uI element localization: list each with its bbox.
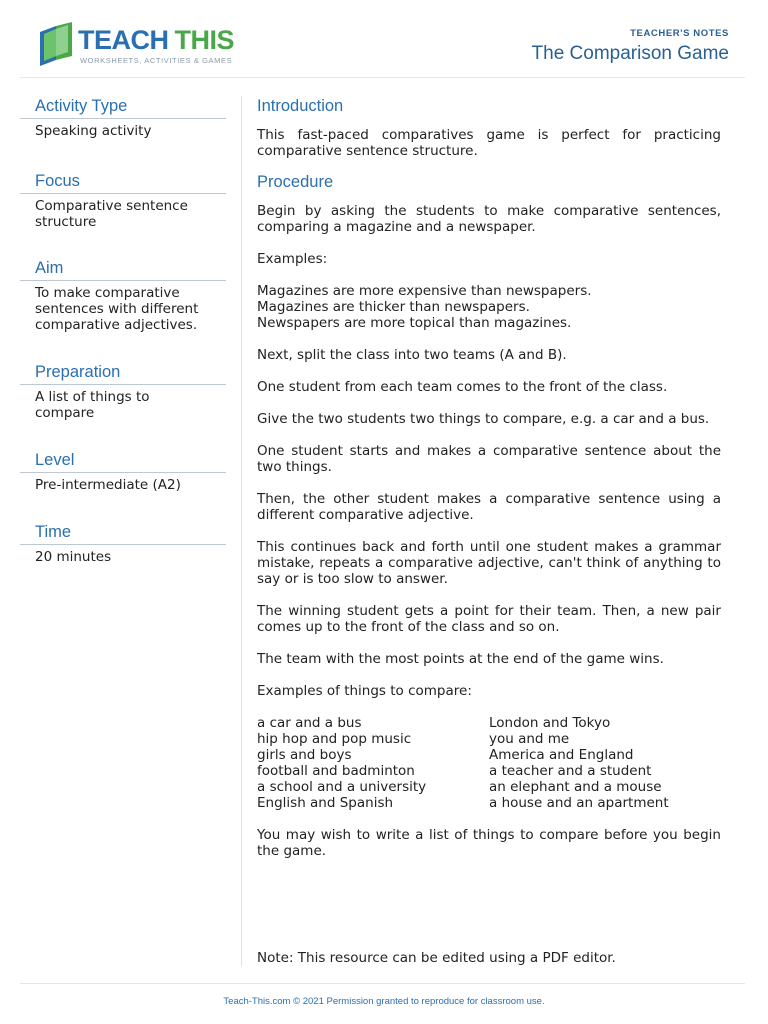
things-to-compare-list xyxy=(257,715,721,811)
logo-word-this: THIS xyxy=(174,25,235,55)
list-item: a school and a university xyxy=(257,779,427,795)
sidebar-heading: Preparation xyxy=(20,362,226,385)
sidebar-focus xyxy=(20,171,226,258)
things-to-compare-label: Examples of things to compare: xyxy=(257,683,472,699)
procedure-step: Give the two students two things to compare, e.g. a car and a bus. xyxy=(257,411,710,427)
procedure-step: You may wish to write a list of things to compare before you begin the game. xyxy=(257,827,721,859)
sidebar-time xyxy=(20,522,226,582)
sidebar-heading: Aim xyxy=(20,258,226,281)
example-sentence: Magazines are thicker than newspapers. xyxy=(257,299,530,315)
procedure-step: This continues back and forth until one student makes a grammar mistake, repeats a comparative adjective, can't think of anything to say or is too slow to answer. xyxy=(257,539,721,587)
sidebar-value: A list of things to compare xyxy=(35,389,150,421)
procedure-step: One student from each team comes to the front of the class. xyxy=(257,379,668,395)
list-item: hip hop and pop music xyxy=(257,731,412,747)
list-item: a car and a bus xyxy=(257,715,362,731)
examples-label: Examples: xyxy=(257,251,328,267)
teachers-notes-label: TEACHER'S NOTES xyxy=(630,28,729,39)
sidebar-preparation xyxy=(20,362,226,450)
logo-wordmark xyxy=(78,25,234,55)
teach-this-logo xyxy=(36,22,246,70)
list-item: football and badminton xyxy=(257,763,415,779)
sidebar-heading: Activity Type xyxy=(20,96,226,119)
sidebar-value: Comparative sentence structure xyxy=(35,198,188,230)
book-icon xyxy=(36,22,76,66)
things-column-right xyxy=(489,715,669,811)
example-sentence: Magazines are more expensive than newspapers. xyxy=(257,283,592,299)
list-item: you and me xyxy=(489,731,570,747)
example-sentences xyxy=(257,283,721,331)
page-title: The Comparison Game xyxy=(531,43,729,64)
procedure-heading: Procedure xyxy=(257,173,334,191)
main-content xyxy=(257,96,721,859)
procedure-step: The team with the most points at the end of the game wins. xyxy=(257,651,664,667)
sidebar-level xyxy=(20,450,226,522)
procedure-step: One student starts and makes a comparative sentence about the two things. xyxy=(257,443,721,475)
logo-word-teach: TEACH xyxy=(78,25,169,55)
list-item: an elephant and a mouse xyxy=(489,779,662,795)
sidebar-heading: Focus xyxy=(20,171,226,194)
introduction-heading: Introduction xyxy=(257,97,344,115)
sidebar-activity-type xyxy=(20,96,226,171)
procedure-step: The winning student gets a point for their team. Then, a new pair comes up to the front of the class and so on. xyxy=(257,603,721,635)
procedure-step: Begin by asking the students to make comparative sentences, comparing a magazine and a newspaper. xyxy=(257,203,721,235)
list-item: a teacher and a student xyxy=(489,763,652,779)
sidebar-heading: Level xyxy=(20,450,226,473)
footer-divider xyxy=(20,983,745,984)
logo-tagline: WORKSHEETS, ACTIVITIES & GAMES xyxy=(80,56,233,65)
sidebar-value: 20 minutes xyxy=(35,549,112,565)
sidebar-value: Pre-intermediate (A2) xyxy=(35,477,181,493)
procedure-step: Then, the other student makes a comparative sentence using a different comparative adjective. xyxy=(257,491,721,523)
example-sentence: Newspapers are more topical than magazines. xyxy=(257,315,572,331)
page-header xyxy=(20,0,745,78)
list-item: English and Spanish xyxy=(257,795,394,811)
column-divider xyxy=(241,96,242,966)
footer-copyright: Teach-This.com © 2021 Permission granted to reproduce for classroom use. xyxy=(223,996,545,1007)
sidebar-aim xyxy=(20,258,226,362)
sidebar-heading: Time xyxy=(20,522,226,545)
procedure-step: Next, split the class into two teams (A and B). xyxy=(257,347,567,363)
things-column-left xyxy=(257,715,489,811)
sidebar xyxy=(20,96,226,582)
sidebar-value: To make comparative sentences with different comparative adjectives. xyxy=(35,285,199,333)
list-item: America and England xyxy=(489,747,634,763)
editing-note: Note: This resource can be edited using a PDF editor. xyxy=(257,950,616,966)
sidebar-value: Speaking activity xyxy=(35,123,152,139)
list-item: a house and an apartment xyxy=(489,795,669,811)
list-item: London and Tokyo xyxy=(489,715,611,731)
list-item: girls and boys xyxy=(257,747,352,763)
introduction-text: This fast-paced comparatives game is perfect for practicing comparative sentence structure. xyxy=(257,127,721,159)
